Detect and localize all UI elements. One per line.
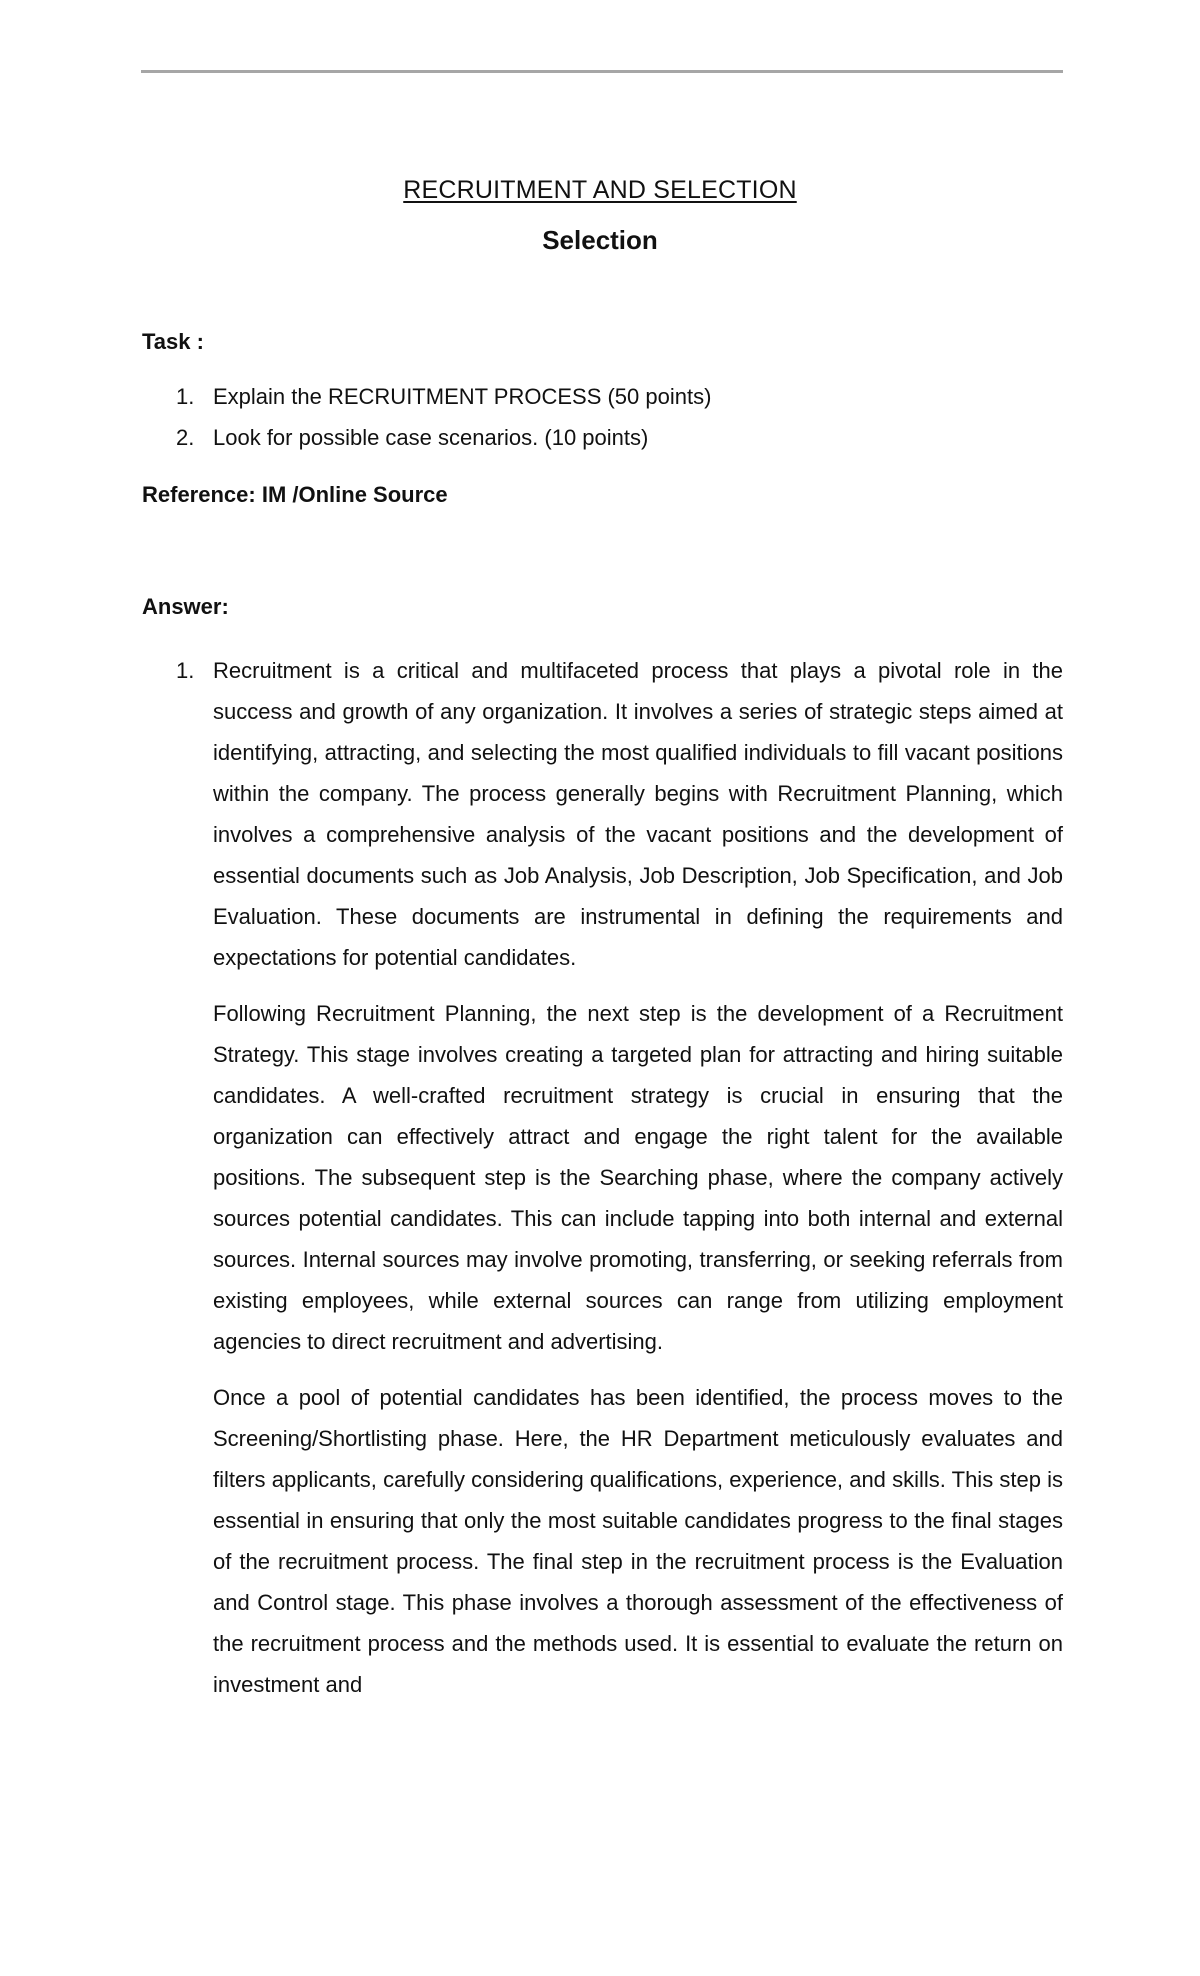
task-number: 2.	[176, 425, 195, 450]
answer-paragraph: Recruitment is a critical and multifaceted process that plays a pivotal role in the success and growth of any organization. It involves a series of strategic steps aimed at identifying, attracting, and selecting the most qualified individuals to fill vacant positions within the company. The process generally begins with Recruitment Planning, which involves a comprehensive analysis of the vacant positions and the development of essential documents such as Job Analysis, Job Description, Job Specification, and Job Evaluation. These documents are instrumental in defining the requirements and expectations for potential candidates.	[213, 658, 1063, 970]
answer-label: Answer:	[142, 594, 229, 619]
answer-number: 1.	[176, 658, 195, 683]
answer-body	[213, 650, 1063, 1720]
task-number: 1.	[176, 384, 195, 409]
task-item	[142, 425, 1062, 466]
task-label: Task :	[142, 329, 204, 354]
task-text: Look for possible case scenarios. (10 points)	[213, 425, 649, 450]
document-title: RECRUITMENT AND SELECTION	[403, 176, 797, 204]
task-item	[142, 384, 1062, 425]
task-list	[142, 384, 1062, 466]
header-rule	[141, 70, 1063, 73]
document-subtitle: Selection	[542, 225, 658, 255]
answer-paragraph: Once a pool of potential candidates has been identified, the process moves to the Screening/Shortlisting phase. Here, the HR Department meticulously evaluates and filters applicants, carefully considering qualifications, experience, and skills. This step is essential in ensuring that only the most suitable candidates progress to the final stages of the recruitment process. The final step in the recruitment process is the Evaluation and Control stage. This phase involves a thorough assessment of the effectiveness of the recruitment process and the methods used. It is essential to evaluate the return on investment and	[213, 1385, 1063, 1697]
task-text: Explain the RECRUITMENT PROCESS (50 points)	[213, 384, 712, 409]
answer-paragraph: Following Recruitment Planning, the next step is the development of a Recruitment Strategy. This stage involves creating a targeted plan for attracting and hiring suitable candidates. A well-crafted recruitment strategy is crucial in ensuring that the organization can effectively attract and engage the right talent for the available positions. The subsequent step is the Searching phase, where the company actively sources potential candidates. This can include tapping into both internal and external sources. Internal sources may involve promoting, transferring, or seeking referrals from existing employees, while external sources can range from utilizing employment agencies to direct recruitment and advertising.	[213, 1001, 1063, 1354]
reference-line: Reference: IM /Online Source	[142, 482, 448, 507]
